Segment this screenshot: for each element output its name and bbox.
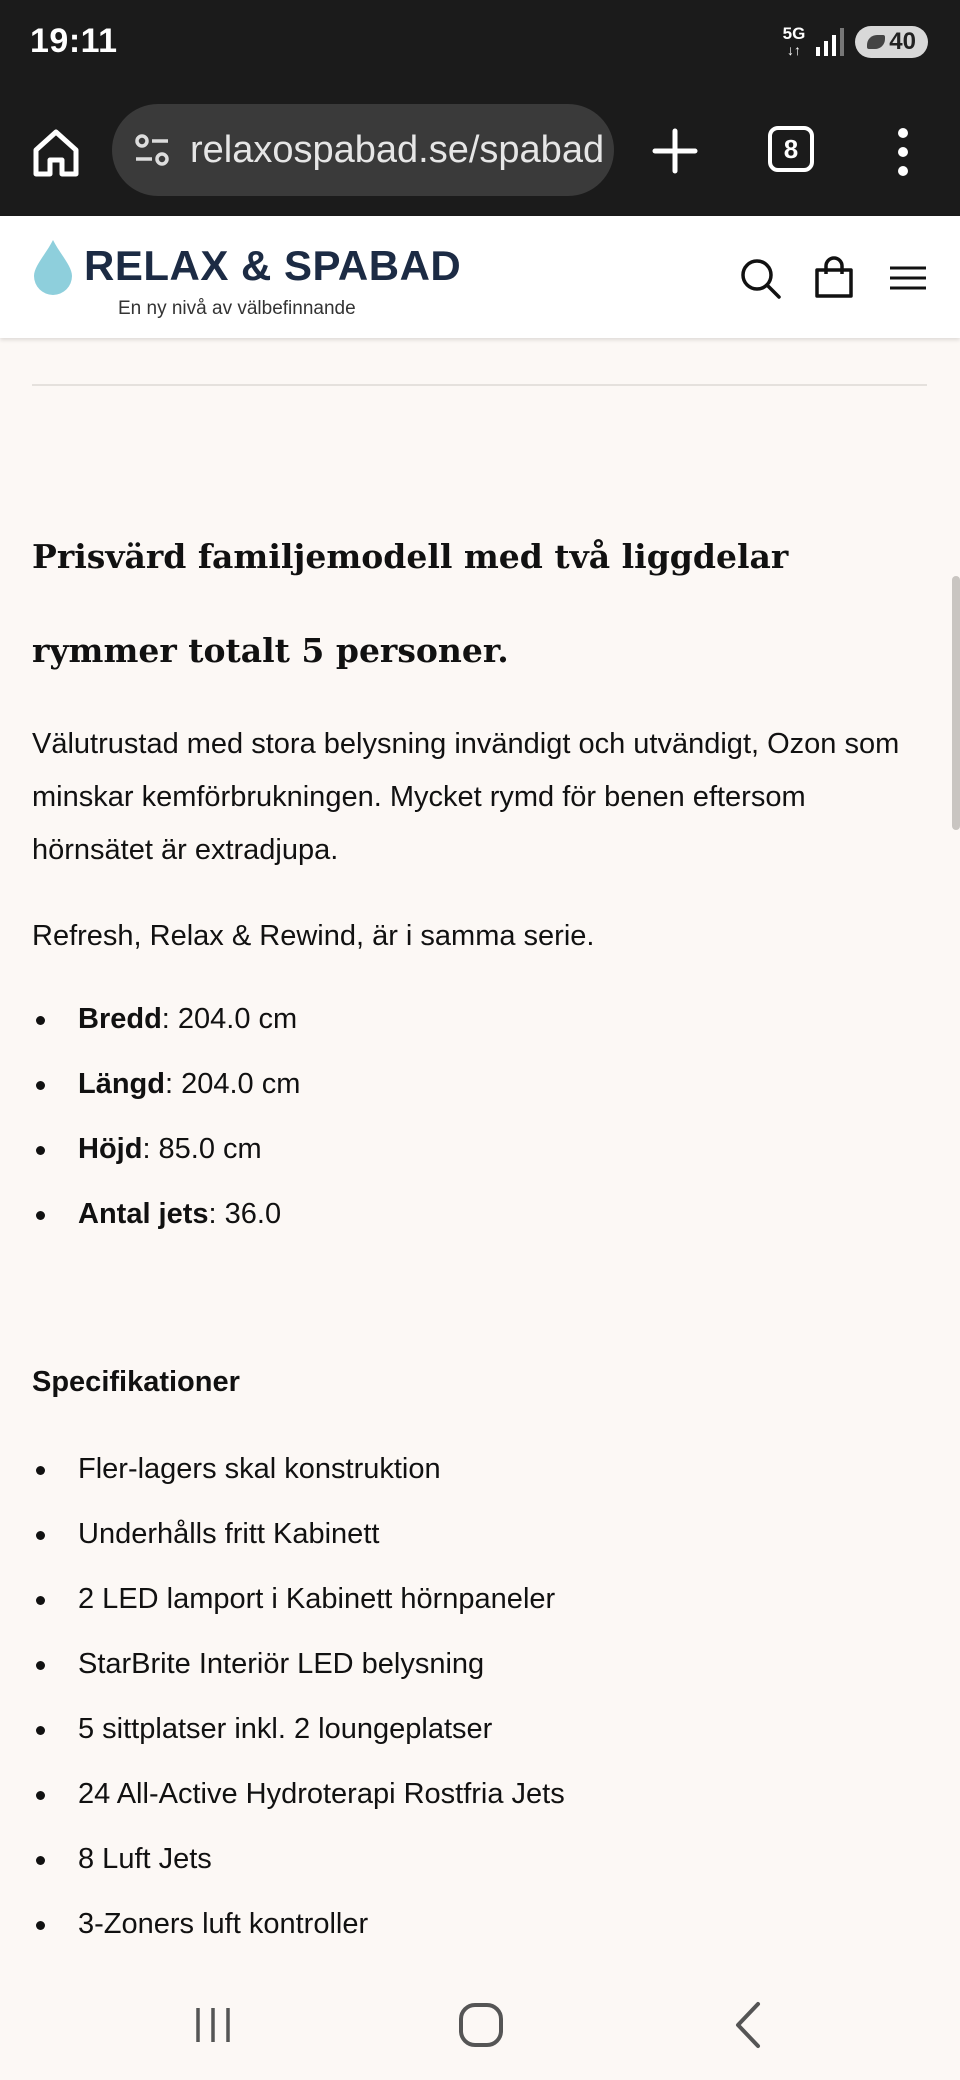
home-icon[interactable] — [28, 124, 84, 180]
section-divider — [32, 384, 927, 386]
list-item: 8 Luft Jets — [32, 1827, 932, 1892]
specifications-title: Specifikationer — [32, 1366, 240, 1398]
list-item — [32, 1182, 932, 1247]
tab-switcher-button[interactable]: 8 — [768, 126, 814, 172]
system-nav-bar — [0, 1968, 960, 2080]
dimension-value: : 36.0 — [208, 1198, 282, 1230]
site-header — [0, 216, 960, 338]
recents-icon[interactable] — [186, 1998, 240, 2052]
list-item: 24 All-Active Hydroterapi Rostfria Jets — [32, 1762, 932, 1827]
dimension-value: : 85.0 cm — [142, 1133, 262, 1165]
address-bar[interactable] — [112, 104, 614, 196]
product-description: Välutrustad med stora belysning invändigt och utvändigt, Ozon som minskar kemförbrukningen. Mycket rymd för benen eftersom hörnsätet är extradjupa. — [32, 728, 900, 866]
nav-home-icon[interactable] — [454, 1998, 508, 2052]
water-drop-icon — [32, 238, 74, 296]
dimension-label: Höjd — [78, 1133, 143, 1165]
dimension-label: Bredd — [78, 1003, 162, 1035]
status-time: 19:11 — [30, 22, 118, 60]
shopping-bag-icon[interactable] — [812, 256, 856, 300]
battery-icon — [855, 26, 928, 58]
more-vert-icon[interactable] — [886, 124, 920, 180]
scrollbar[interactable] — [952, 576, 960, 830]
tune-icon[interactable] — [132, 130, 172, 170]
logo-name[interactable]: RELAX & SPABAD — [84, 242, 462, 289]
dimension-label: Längd — [78, 1068, 165, 1100]
list-item — [32, 987, 932, 1052]
list-item: Underhålls fritt Kabinett — [32, 1502, 932, 1567]
search-icon[interactable] — [738, 256, 782, 300]
product-heading: Prisvärd familjemodell med två liggdelar rymmer totalt 5 personer. — [32, 537, 789, 670]
dimension-label: Antal jets — [78, 1198, 209, 1230]
browser-chrome — [0, 0, 960, 216]
list-item: Fler-lagers skal konstruktion — [32, 1437, 932, 1502]
list-item — [32, 1117, 932, 1182]
list-item: 3-Zoners luft kontroller — [32, 1892, 932, 1957]
network-label: 5G — [782, 24, 806, 43]
hamburger-icon[interactable] — [886, 256, 930, 300]
signal-icon — [815, 27, 845, 57]
battery-level: 40 — [889, 28, 916, 55]
list-item: 5 sittplatser inkl. 2 loungeplatser — [32, 1697, 932, 1762]
dimensions-list — [32, 987, 932, 1247]
series-note: Refresh, Relax & Rewind, är i samma serie. — [32, 920, 595, 952]
dimension-value: : 204.0 cm — [161, 1003, 298, 1035]
status-icons — [783, 26, 928, 58]
list-item: 2 LED lamport i Kabinett hörnpaneler — [32, 1567, 932, 1632]
power-saving-icon — [867, 35, 885, 49]
browser-toolbar — [0, 104, 960, 200]
network-5g-icon: 5G ↓↑ — [782, 24, 806, 58]
specifications-list — [32, 1437, 932, 1957]
list-item — [32, 1052, 932, 1117]
back-icon[interactable] — [724, 1998, 778, 2052]
plus-icon[interactable] — [650, 126, 700, 176]
url-text[interactable]: relaxospabad.se/spabad — [190, 128, 605, 171]
dimension-value: : 204.0 cm — [165, 1068, 301, 1100]
logo-tagline: En ny nivå av välbefinnande — [118, 298, 356, 319]
list-item: StarBrite Interiör LED belysning — [32, 1632, 932, 1697]
